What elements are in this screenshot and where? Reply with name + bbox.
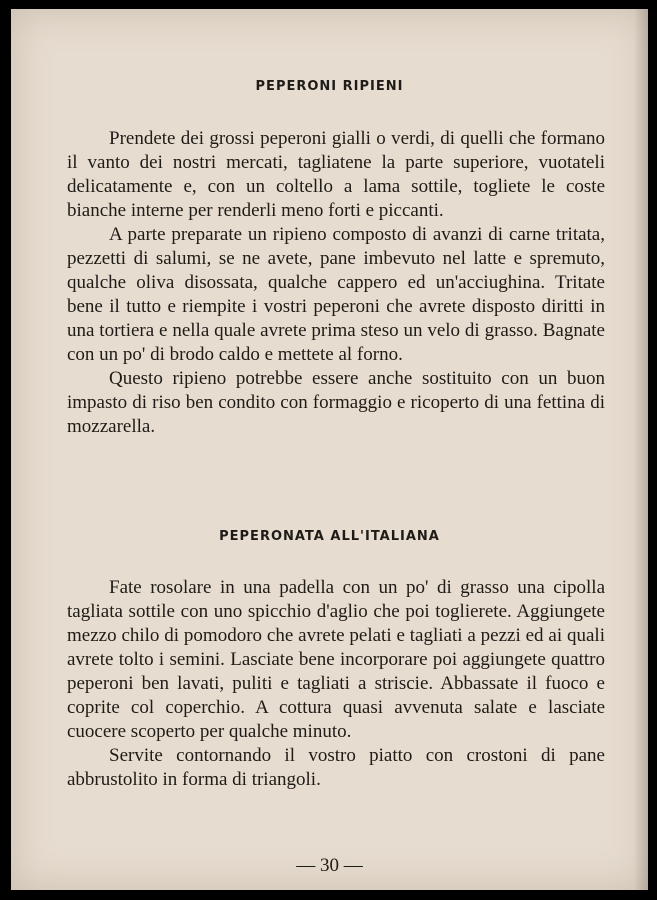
recipe-body-peperonata [67,576,605,792]
recipe-body-peperoni-ripieni [67,127,605,439]
paragraph: Servite contornando il vostro piatto con crostoni di pane abbrustolito in forma di triangoli. [67,745,605,790]
page-number: — 30 — [296,855,363,876]
book-page [11,9,648,890]
paragraph: A parte preparate un ripieno composto di avanzi di carne tritata, pezzetti di salumi, se ne avete, pane imbevuto nel latte e spremuto, qualche oliva disossata, qualche cappero ed un'acciughina. Tritate bene il tutto e riempite i vostri peperoni che avrete disposto diritti in una tortiera e nella quale avrete prima steso un velo di grasso. Bagnate con un po' di brodo caldo e mettete al forno. [67,224,605,365]
recipe-title-peperoni-ripieni: PEPERONI RIPIENI [255,79,404,94]
paragraph: Questo ripieno potrebbe essere anche sostituito con un buon impasto di riso ben condito con formaggio e ricoperto di una fettina di mozzarella. [67,368,605,437]
recipe-title-peperonata: PEPERONATA ALL'ITALIANA [219,529,440,544]
paragraph: Prendete dei grossi peperoni gialli o verdi, di quelli che formano il vanto dei nostri mercati, tagliatene la parte superiore, vuotateli delicatamente e, con un coltello a lama sottile, togliete le coste bianche interne per renderli meno forti e piccanti. [67,128,605,221]
paragraph: Fate rosolare in una padella con un po' di grasso una cipolla tagliata sottile con uno spicchio d'aglio che poi toglierete. Aggiungete mezzo chilo di pomodoro che avrete pelati e tagliati a pezzi ed ai quali avrete tolto i semini. Lasciate bene incorporare poi aggiungete quattro peperoni ben lavati, puliti e tagliati a striscie. Abbassate il fuoco e coprite col coperchio. A cottura quasi avvenuta salate e lasciate cuocere scoperto per qualche minuto. [67,577,605,742]
